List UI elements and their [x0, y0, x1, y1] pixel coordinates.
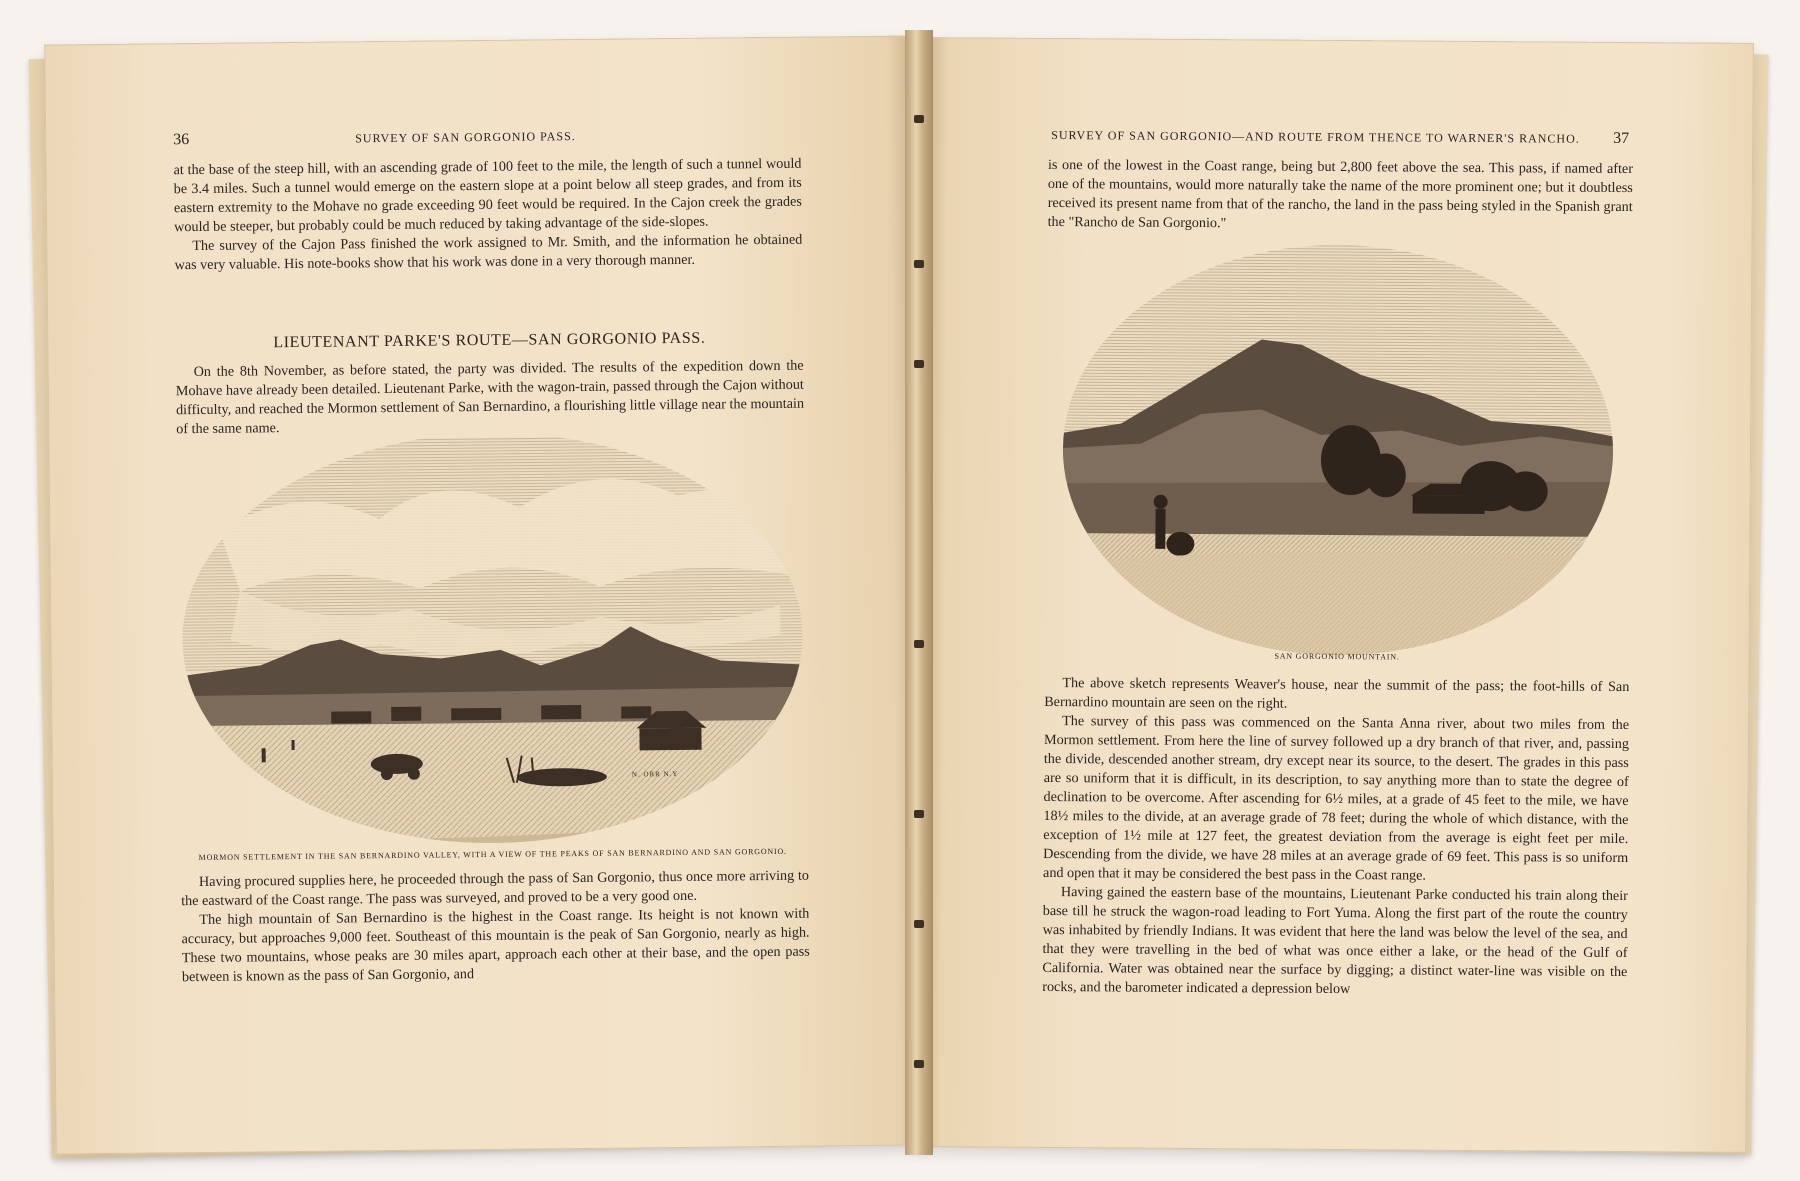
figure-caption: MORMON SETTLEMENT IN THE SAN BERNARDINO VALLEY, WITH A VIEW OF THE PEAKS OF SAN BERNARDINO AND SAN GORGONIO. [198, 846, 787, 863]
page-number: 37 [1613, 129, 1630, 148]
running-head: SURVEY OF SAN GORGONIO—AND ROUTE FROM THENCE TO WARNER'S RANCHO. [1051, 128, 1580, 146]
body-text-bottom [181, 867, 810, 988]
paragraph: The above sketch represents Weaver's house, near the summit of the pass; the foot-hills of San Bernardino mountain are seen on the right. [1044, 675, 1630, 712]
binding-stitch [914, 360, 924, 368]
paragraph: The high mountain of San Bernardino is the highest in the Coast range. Its height is not known with accuracy, but approaches 9,000 feet. Southeast of this mountain is the peak of San Gorgonio, nearly as high. These two mountains, whose peaks are 30 miles apart, approach each other at their base, and the open pass between is known as the pass of San Gorgonio, and [181, 905, 810, 986]
body-text-top [1048, 156, 1634, 236]
body-text-top [173, 155, 802, 276]
paragraph: is one of the lowest in the Coast range, being but 2,800 feet above the sea. This pass, if named after one of the mountains, would more naturally take the name of the more prominent one; but it doubtless received its present name from that of the rancho, the land in the pass being styled in the Spanish grant the "Rancho de San Gorgonio." [1047, 156, 1634, 232]
paragraph: The survey of the Cajon Pass finished the work assigned to Mr. Smith, and the information he obtained was very valuable. His note-books show that his work was done in a very thorough manner. [174, 231, 803, 274]
binding-stitch [914, 920, 924, 928]
paragraph: Having gained the eastern base of the mountains, Lieutenant Parke conducted his train along their base till he struck the wagon-road leading to Fort Yuma. Along the first part of the route the country was inhabited by friendly Indians. It was evident that here the land was below the level of the sea, and that they were travelling in the bed of what was once either a lake, or the head of the Gulf of California. Water was obtained near the surface by digging; a distinct water-line was visible on the rocks, and the barometer indicated a depression below [1042, 884, 1628, 998]
running-head: SURVEY OF SAN GORGONIO PASS. [355, 129, 576, 146]
paragraph: at the base of the steep hill, with an ascending grade of 100 feet to the mile, the length of such a tunnel would be 3.4 miles. Such a tunnel would emerge on the eastern slope at a point below all steep grades, and from its eastern extremity to the Mohave no grade exceeding 90 feet would be required. In the Cajon creek the grades would be steeper, but probably could be much reduced by taking advantage of the side-slopes. [173, 155, 802, 236]
binding-stitch [914, 640, 924, 648]
engraving-san-gorgonio-mountain [1060, 243, 1618, 667]
binding-stitch [914, 115, 924, 123]
section-heading: LIEUTENANT PARKE'S ROUTE—SAN GORGONIO PASS. [273, 329, 706, 352]
body-text-middle [176, 357, 805, 440]
right-page [916, 37, 1754, 1153]
engraver-signature: N. ORR N.Y [631, 769, 679, 779]
paragraph: Having procured supplies here, he proceeded through the pass of San Gorgonio, thus once more arriving to the eastward of the Coast range. The pass was surveyed, and proved to be a very good one. [181, 867, 810, 910]
binding-stitch [914, 810, 924, 818]
paragraph: The survey of this pass was commenced on the Santa Anna river, about two miles from the Mormon settlement. From here the line of survey followed up a dry branch of that river, and, passing the divide, descended another stream, dry except near its source, to the desert. The grades in this pass are so uniform that it is difficult, in its description, to say anything more than to state the degree of declination to be overcome. After ascending for 6½ miles, at a grade of 45 feet to the mile, we have 18½ miles to the divide, at an average grade of 78 feet; during the whole of which distance, with the exception of 1½ mile at 127 feet, the greatest deviation from the average is eight feet per mile. Descending from the divide, we have 28 miles at an average grade of 69 feet. This pass is so uniform and open that it may be considered the best pass in the Coast range. [1042, 713, 1630, 884]
body-text-bottom [1042, 674, 1629, 1001]
page-number: 36 [173, 131, 190, 149]
paragraph: On the 8th November, as before stated, the party was divided. The results of the expedition down the Mohave have already been detailed. Lieutenant Parke, with the wagon-train, passed through the Cajon without difficulty, and reached the Mormon settlement of San Bernardino, a flourishing little village near the mountain of the same name. [175, 357, 805, 438]
book-gutter [905, 30, 933, 1155]
engraving-mormon-settlement [178, 435, 807, 852]
binding-stitch [914, 1060, 924, 1068]
left-page [44, 35, 926, 1154]
binding-stitch [914, 260, 924, 268]
figure-caption: SAN GORGONIO MOUNTAIN. [1274, 651, 1400, 662]
